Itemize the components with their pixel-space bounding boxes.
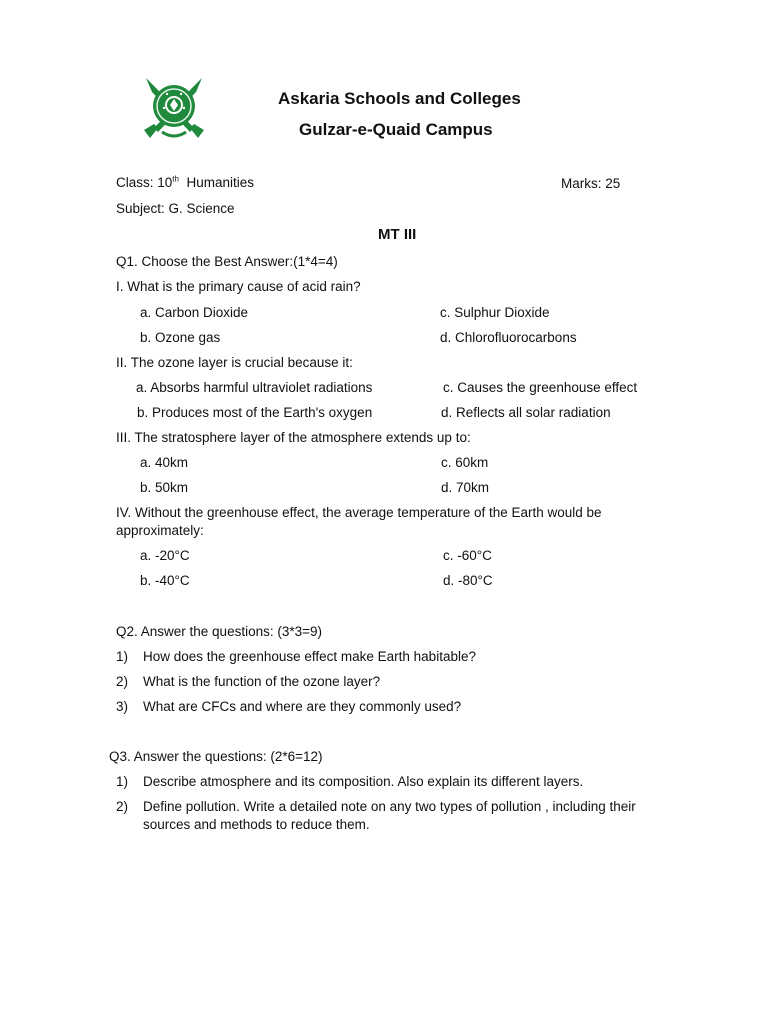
question-number: 2) <box>116 674 129 689</box>
class-info <box>116 174 254 192</box>
class-label: Class: 10 <box>116 175 173 190</box>
option-c: c. Sulphur Dioxide <box>440 305 550 320</box>
class-stream: Humanities <box>186 175 254 190</box>
question-number: 2) <box>116 799 129 814</box>
option-c: c. Causes the greenhouse effect <box>443 380 638 395</box>
option-d: d. Chlorofluorocarbons <box>440 330 577 345</box>
option-a: a. 40km <box>140 455 189 470</box>
option-c: c. -60°C <box>443 548 492 563</box>
campus-name: Gulzar-e-Quaid Campus <box>299 120 493 139</box>
mcq-stem: II. The ozone layer is crucial because it: <box>116 355 353 370</box>
class-superscript: th <box>172 174 179 184</box>
question-number: 1) <box>116 649 129 664</box>
option-b: b. Ozone gas <box>140 330 221 345</box>
subject-label: Subject: G. Science <box>116 201 235 216</box>
option-d: d. -80°C <box>443 573 493 588</box>
option-d: d. 70km <box>441 480 490 495</box>
question-text: Describe atmosphere and its composition. Also explain its different layers. <box>143 774 584 789</box>
q3-heading: Q3. Answer the questions: (2*6=12) <box>109 749 323 764</box>
option-a: a. Absorbs harmful ultraviolet radiations <box>136 380 373 395</box>
question-number: 1) <box>116 774 129 789</box>
option-b: b. -40°C <box>140 573 190 588</box>
school-name: Askaria Schools and Colleges <box>278 89 521 108</box>
question-text: How does the greenhouse effect make Earth habitable? <box>143 649 476 664</box>
mcq-stem: I. What is the primary cause of acid rain? <box>116 279 361 294</box>
mcq-stem: III. The stratosphere layer of the atmosphere extends up to: <box>116 430 471 445</box>
option-a: a. -20°C <box>140 548 190 563</box>
test-title: MT III <box>378 226 417 243</box>
mcq-stem: IV. Without the greenhouse effect, the average temperature of the Earth would be approximately: <box>116 505 602 538</box>
q2-heading: Q2. Answer the questions: (3*3=9) <box>116 624 322 639</box>
option-a: a. Carbon Dioxide <box>140 305 249 320</box>
option-d: d. Reflects all solar radiation <box>441 405 611 420</box>
question-text: Define pollution. Write a detailed note on any two types of pollution , including their sources and methods to reduce them. <box>143 799 636 832</box>
question-text: What are CFCs and where are they commonly used? <box>143 699 462 714</box>
marks-label: Marks: 25 <box>561 176 621 191</box>
option-b: b. Produces most of the Earth's oxygen <box>137 405 373 420</box>
school-crest-icon <box>138 74 210 144</box>
question-text: What is the function of the ozone layer? <box>143 674 381 689</box>
option-c: c. 60km <box>441 455 489 470</box>
option-b: b. 50km <box>140 480 189 495</box>
question-number: 3) <box>116 699 129 714</box>
q1-heading: Q1. Choose the Best Answer:(1*4=4) <box>116 254 338 269</box>
